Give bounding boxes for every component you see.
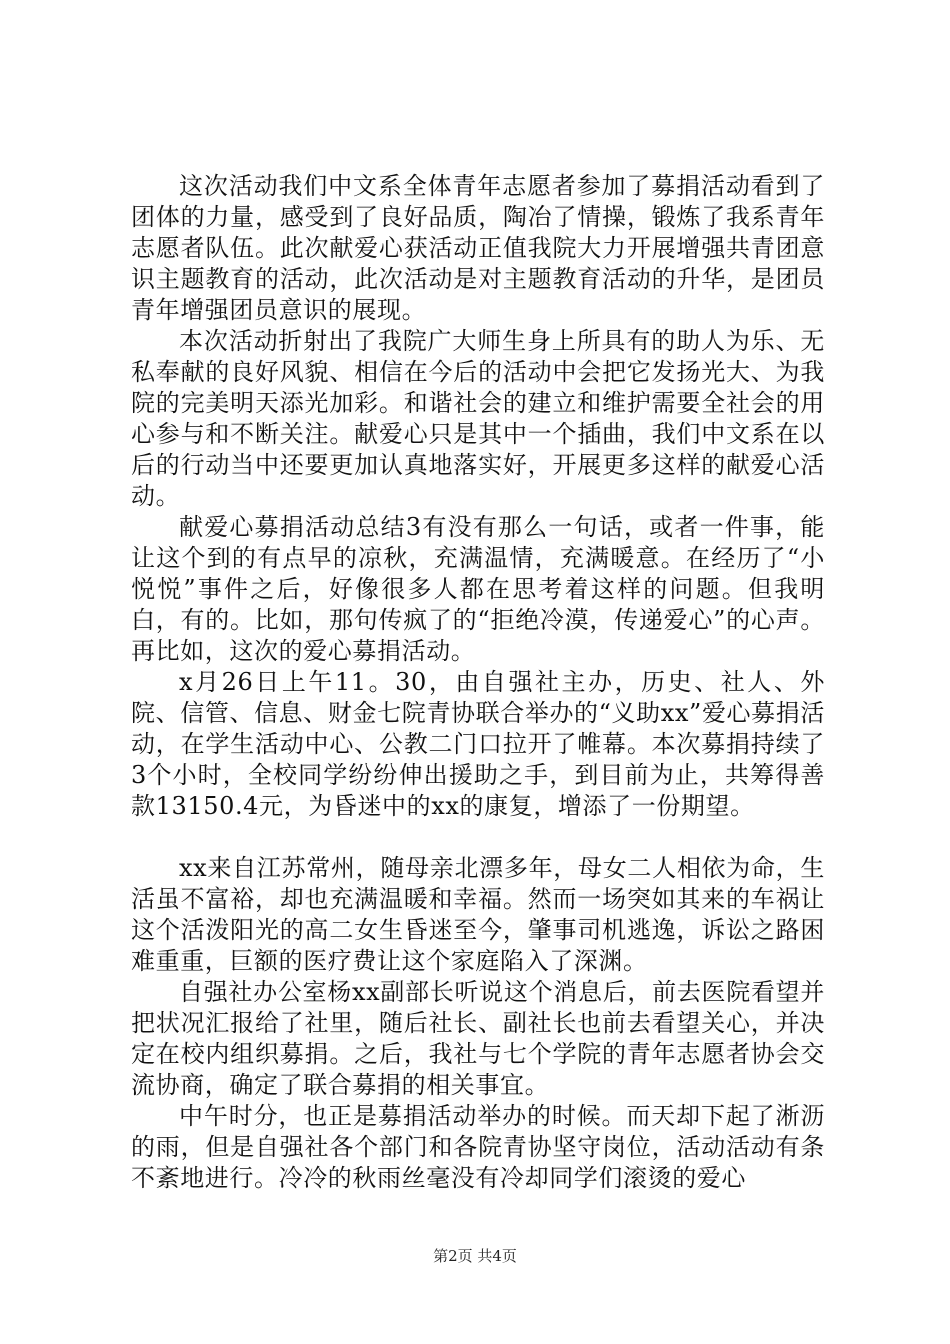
paragraph-6: 自强社办公室杨xx副部长听说这个消息后，前去医院看望并把状况汇报给了社里，随后社长、副社长也前去看望关心，并决定在校内组织募捐。之后，我社与七个学院的青年志愿者协会交流协商，确定了联合募捐的相关事宜。 [131,978,825,1099]
paragraph-2: 本次活动折射出了我院广大师生身上所具有的助人为乐、无私奉献的良好风貌、相信在今后的活动中会把它发扬光大、为我院的完美明天添光加彩。和谐社会的建立和维护需要全社会的用心参与和不断关注。献爱心只是其中一个插曲，我们中文系在以后的行动当中还要更加认真地落实好，开展更多这样的献爱心活动。 [131,327,825,510]
paragraph-3: 献爱心募捐活动总结3有没有那么一句话，或者一件事，能让这个到的有点早的凉秋，充满温情，充满暖意。在经历了“小悦悦”事件之后，好像很多人都在思考着这样的问题。但我明白，有的。比如，那句传疯了的“拒绝冷漠，传递爱心”的心声。再比如，这次的爱心募捐活动。 [131,513,825,665]
paragraph-7: 中午时分，也正是募捐活动举办的时候。而天却下起了淅沥的雨，但是自强社各个部门和各院青协坚守岗位，活动活动有条不紊地进行。冷冷的秋雨丝毫没有冷却同学们滚烫的爱心 [131,1102,825,1192]
paragraph-4: x月26日上午11。30，由自强社主办，历史、社人、外院、信管、信息、财金七院青协联合举办的“义助xx”爱心募捐活动，在学生活动中心、公教二门口拉开了帷幕。本次募捐持续了3个小时，全校同学纷纷伸出援助之手，到目前为止，共筹得善款13150.4元，为昏迷中的xx的康复，增添了一份期望。 [131,668,825,820]
paragraph-1: 这次活动我们中文系全体青年志愿者参加了募捐活动看到了团体的力量，感受到了良好品质，陶冶了情操，锻炼了我系青年志愿者队伍。此次献爱心获活动正值我院大力开展增强共青团意识主题教育的活动，此次活动是对主题教育活动的升华，是团员青年增强团员意识的展现。 [131,172,825,324]
document-body [131,171,825,1194]
paragraph-5: xx来自江苏常州，随母亲北漂多年，母女二人相依为命，生活虽不富裕，却也充满温暖和幸福。然而一场突如其来的车祸让这个活泼阳光的高二女生昏迷至今，肇事司机逃逸，诉讼之路困难重重，巨额的医疗费让这个家庭陷入了深渊。 [131,854,825,975]
page-indicator: 第2页 共4页 [433,1247,517,1265]
